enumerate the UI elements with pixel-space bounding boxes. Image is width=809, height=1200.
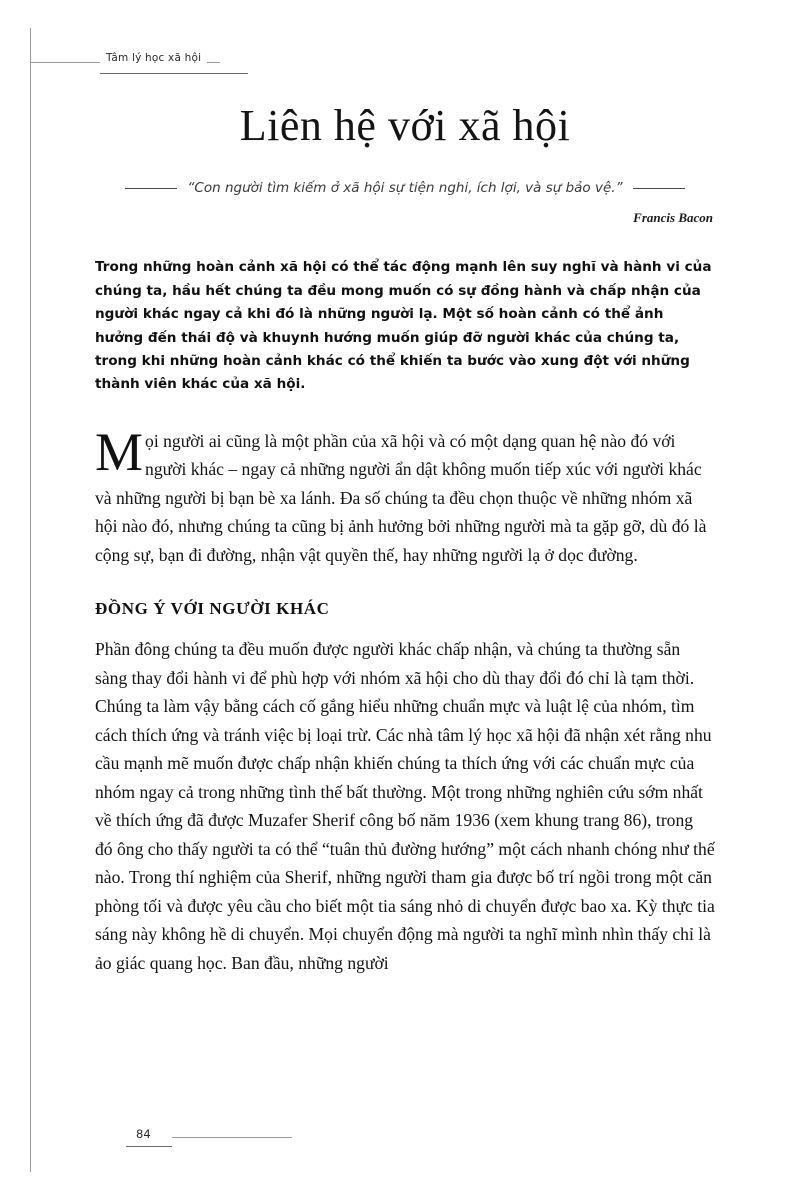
page-number-underline <box>126 1146 172 1147</box>
page-footer <box>30 1126 770 1148</box>
article-content <box>95 96 715 977</box>
standfirst-paragraph: Trong những hoàn cảnh xã hội có thể tác động mạnh lên suy nghĩ và hành vi của chúng ta, hầu hết chúng ta đều mong muốn có sự đồng hành và chấp nhận của người khác ngay cả khi đó là những người lạ. Một số hoàn cảnh có thể ảnh hưởng đến thái độ và khuynh hướng muốn giúp đỡ người khác của chúng ta, trong khi những hoàn cảnh khác có thể khiến ta bước vào xung đột với những thành viên khác của xã hội. <box>95 259 712 393</box>
intro-paragraph <box>95 421 715 570</box>
section-paragraph: Phần đông chúng ta đều muốn được người khác chấp nhận, và chúng ta thường sẵn sàng thay đổi hành vi để phù hợp với nhóm xã hội cho dù thay đổi đó chỉ là tạm thời. Chúng ta làm vậy bằng cách cố gắng hiểu những chuẩn mực và luật lệ của nhóm, tìm cách thích ứng và tránh việc bị loại trừ. Các nhà tâm lý học xã hội đã nhận xét rằng nhu cầu mạnh mẽ muốn được chấp nhận khiến chúng ta thích ứng với các chuẩn mực của nhóm ngay cả trong những tình thế bất thường. Một trong những nghiên cứu sớm nhất về thích ứng đã được Muzafer Sherif công bố năm 1936 (xem khung trang 86), trong đó ông cho thấy người ta có thể “tuân thủ đường hướng” một cách nhanh chóng như thế nào. Trong thí nghiệm của Sherif, những người tham gia được bố trí ngồi trong một căn phòng tối và được yêu cầu cho biết một tia sáng nhỏ di chuyển được bao xa. Kỳ thực tia sáng này không hề di chuyển. Mọi chuyển động mà người ta nghĩ mình nhìn thấy chỉ là ảo giác quang học. Ban đầu, những người <box>95 639 715 973</box>
drop-cap: M <box>95 421 144 482</box>
running-head: Tâm lý học xã hội <box>100 52 207 64</box>
epigraph-block <box>95 180 715 196</box>
epigraph-attribution: Francis Bacon <box>633 210 713 226</box>
running-head-underline <box>100 73 248 74</box>
footer-rule <box>172 1137 292 1138</box>
page-title: Liên hệ với xã hội <box>239 101 571 150</box>
section-heading: ĐỒNG Ý VỚI NGƯỜI KHÁC <box>95 599 330 619</box>
intro-paragraph-text: ọi người ai cũng là một phần của xã hội và có một dạng quan hệ nào đó với người khác – ngay cả những người ẩn dật không muốn tiếp xúc với người khác và những người bị bạn bè xa lánh. Đa số chúng ta đều chọn thuộc về những nhóm xã hội nào đó, nhưng chúng ta cũng bị ảnh hưởng bởi những người mà ta gặp gỡ, dù đó là cộng sự, bạn đi đường, nhận vật quyền thế, hay những người lạ ở dọc đường. <box>95 430 707 565</box>
epigraph-rule-left <box>125 188 177 189</box>
epigraph-rule-right <box>633 188 685 189</box>
epigraph-text: “Con người tìm kiếm ở xã hội sự tiện nghi, ích lợi, và sự bảo vệ.” <box>187 180 623 197</box>
page-left-rule <box>30 28 31 1172</box>
page-number: 84 <box>130 1127 157 1141</box>
page-header <box>30 52 770 74</box>
